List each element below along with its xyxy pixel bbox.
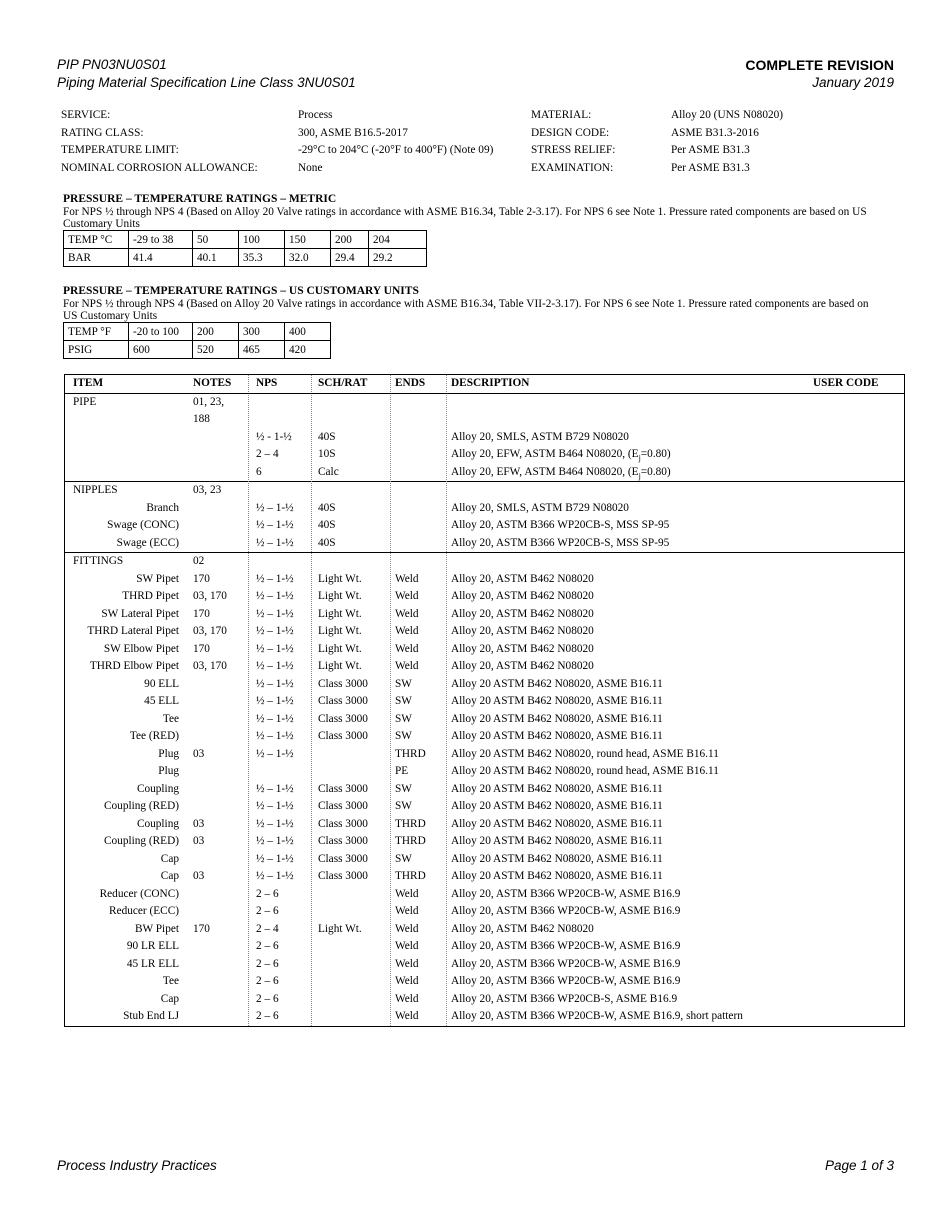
col-header-user-code: USER CODE [813,377,879,389]
ends-cell: Weld [395,992,419,1005]
table-row [65,868,904,886]
temp-label: TEMPERATURE LIMIT: [61,144,179,156]
corrosion-label: NOMINAL CORROSION ALLOWANCE: [61,161,258,174]
nps-cell: 2 – 6 [256,992,279,1005]
description-cell [451,588,594,606]
description-text: Alloy 20 ASTM B462 N08020, ASME B16.11 [451,835,663,847]
table-row [65,535,904,553]
nps-cell: ½ – 1-½ [256,730,294,742]
description-cell [451,571,594,589]
description-cell [451,991,677,1009]
nps-cell: ½ – 1-½ [256,519,294,531]
ends-cell: SW [395,712,412,725]
metric-press-cell: 35.3 [239,249,285,267]
nps-cell: 2 – 6 [256,975,279,987]
notes-cell: 03, 170 [193,660,227,672]
table-row [65,588,904,606]
description-subscript: j [638,470,641,480]
table-row [65,973,904,991]
notes-cell: 03, 170 [193,625,227,637]
material-label: MATERIAL: [531,109,592,121]
ends-cell: Weld [395,572,419,585]
nps-cell: 2 – 6 [256,905,279,917]
sch-cell: Class 3000 [318,800,368,812]
description-cell [451,1008,743,1026]
description-text: Alloy 20, ASTM B462 N08020 [451,590,594,602]
description-cell [451,851,663,869]
us-press-cell: 420 [285,341,331,359]
description-cell [451,517,669,535]
description-text: Alloy 20, EFW, ASTM B464 N08020, (E [451,465,639,478]
item-cell: 90 LR ELL [126,940,179,952]
table-row [65,833,904,851]
nps-cell: ½ – 1-½ [256,607,294,620]
metric-temp-cell: -29 to 38 [129,231,193,249]
nps-cell: ½ – 1-½ [256,712,294,725]
description-text: Alloy 20, ASTM B366 WP20CB-W, ASME B16.9, short pattern [451,1010,743,1022]
description-text: Alloy 20, ASTM B366 WP20CB-S, ASME B16.9 [451,992,678,1005]
table-row [65,571,904,589]
table-row [65,693,904,711]
footer-page: Page 1 of 3 [824,1158,894,1173]
group-notes: 02 [193,555,205,567]
description-text: Alloy 20, ASTM B462 N08020 [451,625,594,637]
table-row [65,798,904,816]
description-text: Alloy 20 ASTM B462 N08020, ASME B16.11 [451,852,663,865]
metric-ratings-section [63,193,883,267]
item-cell: SW Pipet [136,572,179,585]
us-temp-cell: 300 [239,323,285,341]
item-cell: Cap [160,852,179,865]
corrosion-value: None [298,161,323,174]
sch-cell: 40S [318,430,336,443]
nps-cell: 2 – 6 [256,1010,279,1022]
item-cell: Tee [162,712,179,725]
ends-cell: Weld [395,660,419,672]
table-row [65,886,904,904]
table-row [65,903,904,921]
nps-cell: ½ – 1-½ [256,642,294,655]
sch-cell: Class 3000 [318,852,368,865]
table-row [65,676,904,694]
description-cell [451,921,594,939]
description-text: Alloy 20 ASTM B462 N08020, round head, ASME B16.11 [451,765,719,777]
sch-cell: Light Wt. [318,607,362,620]
notes-cell: 03 [193,817,205,830]
table-row [65,606,904,624]
description-cell [451,728,663,746]
component-table [64,374,905,1027]
item-cell: Tee [162,975,179,987]
us-press-cell: 520 [193,341,239,359]
sch-cell: Light Wt. [318,922,362,935]
nps-cell: ½ – 1-½ [256,695,294,707]
ends-cell: THRD [395,835,426,847]
description-text: Alloy 20, ASTM B462 N08020 [451,922,594,935]
rating-label: RATING CLASS: [61,126,144,139]
ends-cell: PE [395,765,409,777]
table-row [65,728,904,746]
ends-cell: Weld [395,642,419,655]
col-header-ends: ENDS [395,377,426,389]
rating-value: 300, ASME B16.5-2017 [298,126,408,139]
item-cell: THRD Elbow Pipet [89,660,179,672]
description-cell [451,868,663,886]
sch-cell: Class 3000 [318,835,368,847]
description-text: Alloy 20 ASTM B462 N08020, ASME B16.11 [451,712,663,725]
nps-cell: ½ – 1-½ [256,536,294,549]
description-text: Alloy 20, SMLS, ASTM B729 N08020 [451,501,629,514]
description-text: Alloy 20 ASTM B462 N08020, round head, ASME B16.11 [451,747,719,760]
us-press-cell: 600 [129,341,193,359]
table-row [65,553,904,571]
description-text: Alloy 20 ASTM B462 N08020, ASME B16.11 [451,782,663,795]
metric-press-cell: 29.2 [369,249,427,267]
table-row [65,921,904,939]
table-group [65,394,904,483]
description-text: Alloy 20 ASTM B462 N08020, ASME B16.11 [451,730,663,742]
description-cell [451,746,719,764]
table-row [65,991,904,1009]
notes-cell: 03 [193,835,205,847]
item-cell: Coupling [136,817,179,830]
description-cell [451,781,663,799]
table-row [65,658,904,676]
description-text: Alloy 20 ASTM B462 N08020, ASME B16.11 [451,800,663,812]
metric-temp-cell: 100 [239,231,285,249]
table-row [65,446,904,464]
revision-label: COMPLETE REVISION [745,57,894,73]
table-group [65,553,904,1026]
sch-cell: Light Wt. [318,625,362,637]
sch-cell: Class 3000 [318,730,368,742]
nps-cell: ½ – 1-½ [256,835,294,847]
doc-header-right [745,56,894,92]
notes-cell: 03 [193,870,205,882]
notes-cell: 170 [193,922,210,935]
notes-cell: 03 [193,747,205,760]
description-tail: =0.80) [640,448,671,460]
stress-value: Per ASME B31.3 [671,144,750,156]
table-header-row [65,375,904,394]
revision-date: January 2019 [812,75,894,90]
table-row [65,763,904,781]
sch-cell: Light Wt. [318,642,362,655]
sch-cell: Class 3000 [318,817,368,830]
sch-cell: Class 3000 [318,677,368,690]
item-cell: Cap [160,992,179,1005]
metric-temp-cell: 204 [369,231,427,249]
table-row [65,1008,904,1026]
item-cell: Plug [158,765,179,777]
ends-cell: Weld [395,922,419,935]
metric-temp-cell: 200 [331,231,369,249]
ends-cell: Weld [395,887,419,900]
ends-cell: SW [395,852,412,865]
group-name: NIPPLES [73,484,118,496]
us-title: PRESSURE – TEMPERATURE RATINGS – US CUSTOMARY UNITS [63,285,419,297]
ends-cell: SW [395,782,412,795]
col-header-description: DESCRIPTION [451,377,530,389]
ends-cell: SW [395,800,412,812]
design-value: ASME B31.3-2016 [671,126,759,139]
description-cell [451,798,663,816]
us-temp-cell: 400 [285,323,331,341]
description-text: Alloy 20, ASTM B462 N08020 [451,642,594,655]
sch-cell: Light Wt. [318,572,362,585]
table-row [65,851,904,869]
sch-cell: 10S [318,448,336,460]
item-cell: Reducer (ECC) [109,905,179,917]
ends-cell: Weld [395,625,419,637]
description-cell [451,973,680,991]
us-temp-label: TEMP °F [64,323,129,341]
group-notes: 01, 23, [193,395,225,408]
col-header-notes: NOTES [193,377,232,389]
nps-cell: ½ – 1-½ [256,817,294,830]
ends-cell: Weld [395,1010,419,1022]
notes-cell: 170 [193,572,210,585]
ends-cell: THRD [395,817,426,830]
item-cell: THRD Pipet [122,590,179,602]
sch-cell: Light Wt. [318,660,362,672]
sch-cell: Class 3000 [318,712,368,725]
table-row [65,938,904,956]
item-cell: Coupling (RED) [104,800,179,812]
design-label: DESIGN CODE: [531,126,610,139]
description-cell [451,816,663,834]
nps-cell: 2 – 4 [256,448,279,460]
group-name: PIPE [73,395,97,408]
metric-press-label: BAR [64,249,129,267]
notes-cell: 170 [193,607,210,620]
doc-id: PIP PN03NU0S01 [57,57,167,72]
item-cell: 90 ELL [144,677,179,690]
description-cell [451,500,629,518]
ends-cell: Weld [395,957,419,970]
nps-cell: ½ – 1-½ [256,572,294,585]
description-cell [451,763,719,781]
item-cell: 45 LR ELL [126,957,179,970]
sch-cell: 40S [318,519,336,531]
description-text: Alloy 20, ASTM B366 WP20CB-S, MSS SP-95 [451,519,670,531]
ends-cell: Weld [395,975,419,987]
ends-cell: THRD [395,747,426,760]
table-row [65,816,904,834]
table-row [65,411,904,429]
stress-label: STRESS RELIEF: [531,144,616,156]
metric-description: For NPS ½ through NPS 4 (Based on Alloy 20 Valve ratings in accordance with ASME B16.34, Table 2-3.17). For NPS 6 see Note 1. Pressure rated components are based on US Customary Units [63,206,867,230]
item-cell: THRD Lateral Pipet [87,625,179,637]
metric-title: PRESSURE – TEMPERATURE RATINGS – METRIC [63,193,337,205]
us-temp-cell: 200 [193,323,239,341]
description-text: Alloy 20, ASTM B462 N08020 [451,607,594,620]
description-cell [451,693,663,711]
exam-value: Per ASME B31.3 [671,161,750,174]
ends-cell: SW [395,695,412,707]
nps-cell: ½ – 1-½ [256,677,294,690]
table-row [65,517,904,535]
item-cell: Coupling [136,782,179,795]
description-cell [451,658,594,676]
nps-cell: ½ – 1-½ [256,625,294,637]
description-cell [451,886,680,904]
table-row [65,394,904,412]
doc-header-left [57,56,356,92]
nps-cell: 2 – 6 [256,887,279,900]
description-text: Alloy 20, SMLS, ASTM B729 N08020 [451,430,629,443]
description-cell [451,606,594,624]
description-cell [451,711,663,729]
ends-cell: Weld [395,590,419,602]
description-text: Alloy 20, ASTM B366 WP20CB-W, ASME B16.9 [451,975,681,987]
metric-temp-label: TEMP °C [64,231,129,249]
col-header-sch: SCH/RAT [318,377,368,389]
exam-label: EXAMINATION: [531,161,614,174]
nps-cell: ½ – 1-½ [256,782,294,795]
description-text: Alloy 20, ASTM B462 N08020 [451,660,594,672]
item-cell: 45 ELL [144,695,179,707]
table-row [65,641,904,659]
us-ratings-table [63,322,331,359]
sch-cell: Class 3000 [318,870,368,882]
notes-cell: 170 [193,642,210,655]
us-press-label: PSIG [64,341,129,359]
us-ratings-section [63,285,883,359]
description-text: Alloy 20 ASTM B462 N08020, ASME B16.11 [451,817,663,830]
group-notes-cont: 188 [193,413,210,425]
service-value: Process [298,109,333,121]
table-row [65,482,904,500]
table-row [65,711,904,729]
col-header-nps: NPS [256,377,278,389]
item-cell: Coupling (RED) [104,835,179,847]
table-row [65,464,904,482]
nps-cell: 2 – 6 [256,957,279,970]
group-name: FITTINGS [73,555,124,567]
description-text: Alloy 20 ASTM B462 N08020, ASME B16.11 [451,677,663,690]
metric-press-cell: 32.0 [285,249,331,267]
nps-cell: ½ – 1-½ [256,660,294,672]
description-text: Alloy 20, ASTM B366 WP20CB-W, ASME B16.9 [451,940,681,952]
description-tail: =0.80) [640,465,671,478]
description-text: Alloy 20 ASTM B462 N08020, ASME B16.11 [451,695,663,707]
us-press-cell: 465 [239,341,285,359]
nps-cell: ½ – 1-½ [256,800,294,812]
nps-cell: ½ - 1-½ [256,430,292,443]
nps-cell: ½ – 1-½ [256,852,294,865]
item-cell: Reducer (CONC) [99,887,179,900]
table-row [65,746,904,764]
item-cell: Stub End LJ [123,1010,179,1022]
ends-cell: SW [395,677,412,690]
metric-ratings-table [63,230,427,267]
sch-cell: Calc [318,465,339,478]
group-notes: 03, 23 [193,484,222,496]
col-header-item: ITEM [73,377,104,389]
description-text: Alloy 20, ASTM B366 WP20CB-W, ASME B16.9 [451,887,681,900]
us-description: For NPS ½ through NPS 4 (Based on Alloy 20 Valve ratings in accordance with ASME B16.34, Table VII-2-3.17). For NPS 6 see Note 1. Pressure rated components are based on US Customary Units [63,298,869,322]
description-text: Alloy 20, EFW, ASTM B464 N08020, (E [451,448,639,460]
item-cell: Swage (ECC) [116,536,179,549]
nps-cell: ½ – 1-½ [256,501,294,514]
item-cell: SW Elbow Pipet [103,642,179,655]
sch-cell: 40S [318,536,336,549]
description-subscript: j [638,453,641,463]
ends-cell: SW [395,730,412,742]
nps-cell: 2 – 4 [256,922,279,935]
nps-cell: ½ – 1-½ [256,870,294,882]
doc-title: Piping Material Specification Line Class 3NU0S01 [57,75,356,90]
service-label: SERVICE: [61,109,111,121]
material-value: Alloy 20 (UNS N08020) [671,109,784,121]
sch-cell: Light Wt. [318,590,362,602]
description-cell [451,833,663,851]
description-cell [451,429,629,447]
description-text: Alloy 20, ASTM B366 WP20CB-W, ASME B16.9 [451,957,681,970]
nps-cell: ½ – 1-½ [256,747,294,760]
table-row [65,956,904,974]
nps-cell: 2 – 6 [256,940,279,952]
description-cell [451,956,680,974]
metric-temp-cell: 150 [285,231,331,249]
sch-cell: 40S [318,501,336,514]
ends-cell: Weld [395,905,419,917]
us-temp-cell: -20 to 100 [129,323,193,341]
table-row [65,500,904,518]
item-cell: Plug [158,747,179,760]
item-cell: BW Pipet [134,922,179,935]
nps-cell: ½ – 1-½ [256,590,294,602]
item-cell: Tee (RED) [129,730,179,742]
table-group [65,482,904,553]
service-info-table [61,109,783,179]
description-cell [451,676,663,694]
description-text: Alloy 20, ASTM B366 WP20CB-W, ASME B16.9 [451,905,681,917]
table-row [65,781,904,799]
metric-press-cell: 40.1 [193,249,239,267]
ends-cell: Weld [395,607,419,620]
description-cell [451,641,594,659]
nps-cell: 6 [256,465,262,478]
ends-cell: Weld [395,940,419,952]
description-cell [451,903,680,921]
table-row [65,623,904,641]
footer-org: Process Industry Practices [57,1158,217,1173]
sch-cell: Class 3000 [318,695,368,707]
sch-cell: Class 3000 [318,782,368,795]
description-cell [451,623,594,641]
ends-cell: THRD [395,870,426,882]
temp-value: -29°C to 204°C (-20°F to 400°F) (Note 09) [298,144,494,156]
item-cell: Cap [160,870,179,882]
metric-temp-cell: 50 [193,231,239,249]
description-text: Alloy 20, ASTM B366 WP20CB-S, MSS SP-95 [451,536,670,549]
metric-press-cell: 41.4 [129,249,193,267]
notes-cell: 03, 170 [193,590,227,602]
item-cell: Swage (CONC) [107,519,179,531]
item-cell: Branch [146,501,179,514]
metric-press-cell: 29.4 [331,249,369,267]
description-cell [451,938,680,956]
description-text: Alloy 20 ASTM B462 N08020, ASME B16.11 [451,870,663,882]
item-cell: SW Lateral Pipet [101,607,179,620]
description-cell [451,535,669,553]
table-row [65,429,904,447]
description-text: Alloy 20, ASTM B462 N08020 [451,572,594,585]
